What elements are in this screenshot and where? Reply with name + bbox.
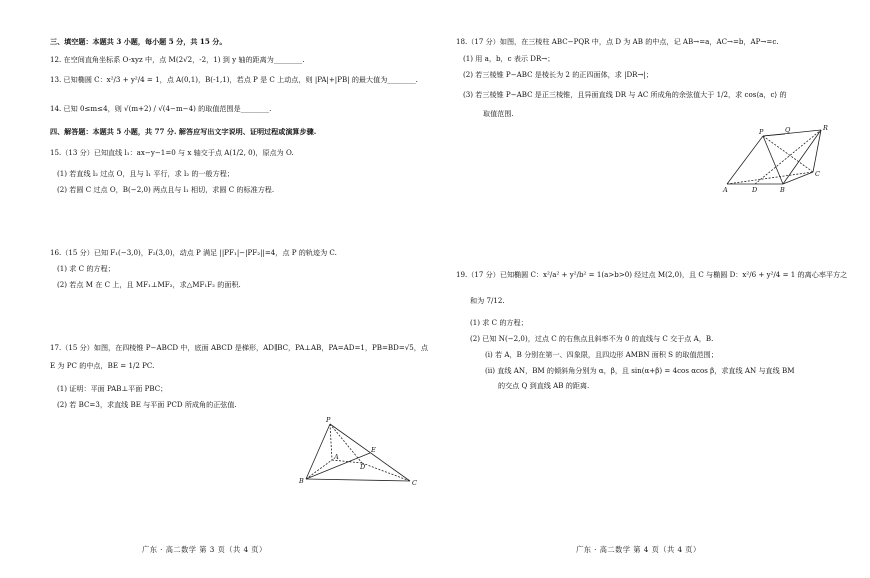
figure-17-label-c: C (412, 479, 417, 487)
question-17-stem: 17.（15 分）如图，在四棱锥 P−ABCD 中，底面 ABCD 是梯形，AD∥BC，PA⊥AB，PA=AD=1，PB=BD=√5，点 (50, 343, 428, 352)
figure-17-label-b: B (299, 477, 304, 485)
question-18-part-2: (2) 若三棱锥 P−ABC 是棱长为 2 的正四面体，求 |DR→|； (463, 70, 653, 79)
question-15-part-2: (2) 若圆 C 过点 O，B(−2,0) 两点且与 l₁ 相切，求圆 C 的标准方程. (57, 185, 275, 194)
figure-18-label-q: Q (785, 126, 791, 134)
question-16-part-2: (2) 若点 M 在 C 上，且 MF₁⊥MF₂，求△MF₁F₂ 的面积. (57, 280, 241, 289)
page-3-footer: 广东 · 高二数学 第 3 页（共 4 页） (142, 545, 267, 554)
page-4-footer: 广东 · 高二数学 第 4 页（共 4 页） (576, 545, 701, 554)
figure-18-label-r: R (823, 124, 828, 132)
question-18-part-1: (1) 用 a，b，c 表示 DR→； (463, 54, 555, 63)
question-12: 12. 在空间直角坐标系 O-xyz 中，点 M(2√2，-2，1) 到 y 轴的距离为________. (50, 55, 305, 64)
question-19-stem: 19.（17 分）已知椭圆 C：x²/a² + y²/b² = 1(a>b>0) 经过点 M(2,0)，且 C 与椭圆 D：x²/6 + y²/4 = 1 的离心率平方之 (456, 270, 848, 279)
question-19-part-2-i: (i) 若 A，B 分别在第一、四象限，且四边形 AMBN 面积 S 的取值范围； (485, 350, 718, 359)
question-19-part-2-ii: (ii) 直线 AN，BM 的倾斜角分别为 α，β，且 sin(α+β) = 4cos αcos β，求直线 AN 与直线 BM (485, 366, 795, 375)
question-18-stem: 18.（17 分）如图，在三棱柱 ABC−PQR 中，点 D 为 AB 的中点，记 AB→=a，AC→=b，AP→=c. (456, 37, 779, 46)
question-15-stem: 15.（13 分）已知直线 l₁：ax−y−1=0 与 x 轴交于点 A(1/2, 0)，原点为 O. (50, 148, 294, 157)
section-4-header: 四、解答题：本题共 5 小题，共 77 分. 解答应写出文字说明、证明过程或演算步骤. (50, 127, 317, 136)
question-16-part-1: (1) 求 C 的方程； (57, 264, 115, 273)
figure-17-label-e: E (371, 446, 376, 454)
question-19-part-2-ii-cont: 的交点 Q 到直线 AB 的距离. (498, 381, 590, 390)
figure-18-label-a: A (723, 186, 728, 194)
page-4 (435, 0, 870, 578)
figure-17-pyramid (298, 417, 428, 492)
question-18-part-3: (3) 若三棱锥 P−ABC 是正三棱锥，且异面直线 DR 与 AC 所成角的余弦值大于 1/2，求 cos⟨a，c⟩ 的 (463, 90, 787, 99)
section-3-header: 三、填空题：本题共 3 小题，每小题 5 分，共 15 分。 (50, 37, 227, 46)
figure-18-label-d: D (752, 186, 758, 194)
question-18-part-3-cont: 取值范围. (483, 109, 514, 118)
question-19-stem-2: 和为 7/12. (470, 296, 505, 305)
figure-17-label-d: D (360, 463, 366, 471)
question-17-part-1: (1) 证明：平面 PAB⊥平面 PBC； (57, 384, 168, 393)
figure-18-prism (723, 124, 833, 194)
figure-17-label-p: P (326, 416, 331, 424)
question-16-stem: 16.（15 分）已知 F₁(−3,0)，F₂(3,0)，动点 P 满足 ||PF₁|−|PF₂||=4，点 P 的轨迹为 C. (50, 248, 337, 257)
question-19-part-1: (1) 求 C 的方程； (470, 318, 528, 327)
question-14: 14. 已知 0≤m≤4，则 √(m+2) / √(4−m−4) 的取值范围是________. (50, 104, 272, 113)
question-17-part-2: (2) 若 BC=3，求直线 BE 与平面 PCD 所成角的正弦值. (57, 400, 237, 409)
figure-18-label-b: B (780, 186, 785, 194)
question-13: 13. 已知椭圆 C：x²/3 + y²/4 = 1，点 A(0,1)，B(-1,1)，若点 P 是 C 上动点，则 |PA|+|PB| 的最大值为________. (50, 75, 418, 84)
question-15-part-1: (1) 若直线 l₂ 过点 O，且与 l₁ 平行，求 l₂ 的一般方程； (57, 169, 234, 178)
question-19-part-2: (2) 已知 N(−2,0)，过点 C 的右焦点且斜率不为 0 的直线与 C 交于点 A，B. (470, 334, 714, 343)
question-17-stem-2: E 为 PC 的中点，BE = 1/2 PC. (50, 361, 155, 370)
figure-18-label-c: C (815, 170, 820, 178)
figure-18-label-p: P (759, 128, 764, 136)
figure-17-label-a: A (334, 453, 339, 461)
